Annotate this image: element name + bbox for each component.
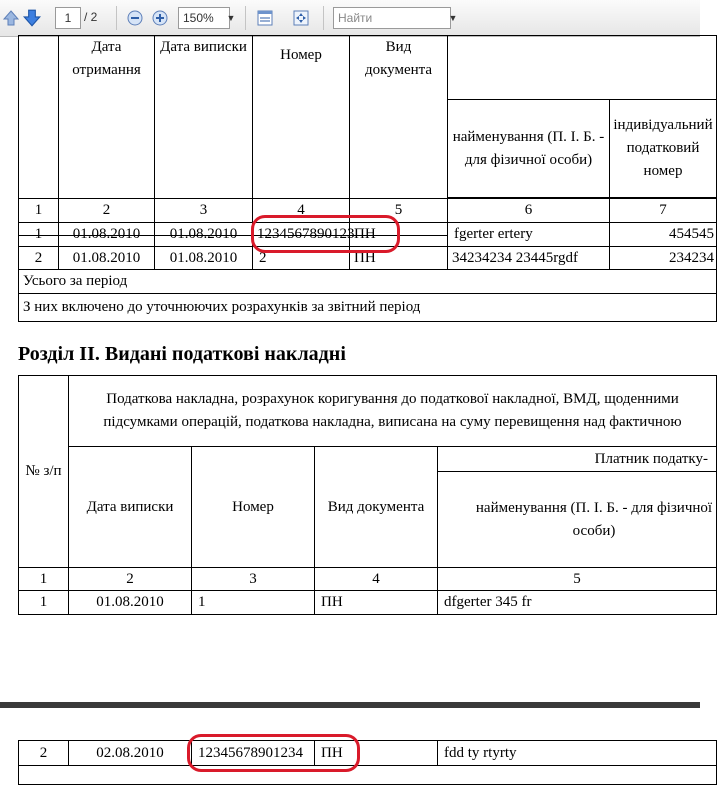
row-date-issued: 01.08.2010 bbox=[154, 246, 253, 270]
col-number: 4 bbox=[252, 198, 350, 223]
col-number: 1 bbox=[18, 198, 59, 223]
header-date-issued: Дата виписки bbox=[154, 35, 253, 236]
highlight-oval bbox=[187, 734, 360, 772]
header-name: найменування (П. І. Б. - для фізичної особи) bbox=[447, 99, 610, 198]
page-number-input[interactable]: 1 bbox=[55, 7, 81, 29]
col-number: 6 bbox=[447, 198, 610, 223]
col-number: 4 bbox=[314, 567, 438, 591]
row-number-value: 2 bbox=[252, 246, 350, 270]
row-tax: 234234 bbox=[609, 246, 717, 270]
row-doc-type: ПН bbox=[349, 222, 448, 247]
zoom-out-icon[interactable] bbox=[124, 7, 146, 29]
page-total: / 2 bbox=[84, 10, 98, 24]
header-payer: Платник податку- bbox=[437, 446, 717, 472]
section-2-title: Розділ ІІ. Видані податкові накладні bbox=[18, 343, 346, 365]
row-date-issued: 01.08.2010 bbox=[154, 222, 253, 247]
header-number: Номер bbox=[252, 35, 350, 236]
total-period-row: Усього за період bbox=[18, 269, 717, 294]
row-date-issued: 01.08.2010 bbox=[68, 590, 192, 615]
row-number: 2 bbox=[18, 246, 59, 270]
arrow-down-icon[interactable] bbox=[21, 7, 43, 29]
header-group-title: Податкова накладна, розрахунок коригування до податкової накладної, ВМД, щоденними підсумками операцій, податкова накладна, виписана на суму перевищення над фактичною bbox=[68, 375, 717, 447]
header-doc-type: Вид документа bbox=[349, 35, 448, 236]
row-doc-type: ПН bbox=[349, 246, 448, 270]
row-date-received: 01.08.2010 bbox=[58, 222, 155, 247]
col-number: 7 bbox=[609, 198, 717, 223]
header-num: № з/п bbox=[18, 375, 69, 568]
header-doc-type: Вид документа bbox=[314, 446, 438, 568]
row-number-value: 1234567890123 bbox=[252, 222, 350, 247]
col-number: 3 bbox=[154, 198, 253, 223]
row-number: 1 bbox=[18, 222, 59, 247]
zoom-level-select[interactable]: 150% bbox=[178, 7, 230, 29]
table-cell bbox=[18, 765, 717, 785]
row-date-received: 01.08.2010 bbox=[58, 246, 155, 270]
fit-page-icon[interactable] bbox=[290, 7, 312, 29]
table-cell bbox=[447, 35, 717, 99]
col-number: 1 bbox=[18, 567, 69, 591]
zoom-in-icon[interactable] bbox=[149, 7, 171, 29]
header-date-issued: Дата виписки bbox=[68, 446, 192, 568]
col-number: 5 bbox=[437, 567, 717, 591]
included-row: З них включено до уточнюючих розрахунків за звітний період bbox=[18, 293, 717, 322]
row-name: fgerter ertery bbox=[447, 222, 610, 247]
header-tax-number: індивідуальний податковий номер bbox=[609, 99, 717, 198]
chevron-down-icon[interactable]: ▼ bbox=[226, 13, 236, 23]
col-number: 2 bbox=[68, 567, 192, 591]
row-number: 2 bbox=[18, 740, 69, 766]
header-number: Номер bbox=[191, 446, 315, 568]
row-number-value: 12345678901234 bbox=[191, 740, 315, 766]
col-number: 3 bbox=[191, 567, 315, 591]
arrow-up-icon[interactable] bbox=[0, 7, 22, 29]
page-break bbox=[0, 702, 700, 708]
search-input[interactable]: Найти bbox=[333, 7, 451, 29]
pdf-toolbar bbox=[0, 0, 700, 37]
toolbar-separator bbox=[245, 6, 246, 30]
row-doc-type: ПН bbox=[314, 740, 438, 766]
row-number-value: 1 bbox=[191, 590, 315, 615]
row-doc-type: ПН bbox=[314, 590, 438, 615]
fit-width-icon[interactable] bbox=[254, 7, 276, 29]
row-tax: 454545 bbox=[609, 222, 717, 247]
row-date-issued: 02.08.2010 bbox=[68, 740, 192, 766]
highlight-oval bbox=[251, 215, 400, 253]
header-date-received: Дата отримання bbox=[58, 35, 155, 236]
header-name: найменування (П. І. Б. - для фізичної особи) bbox=[437, 471, 717, 568]
col-number: 2 bbox=[58, 198, 155, 223]
toolbar-separator bbox=[323, 6, 324, 30]
row-name: dfgerter 345 fr bbox=[437, 590, 717, 615]
row-number: 1 bbox=[18, 590, 69, 615]
chevron-down-icon[interactable]: ▼ bbox=[448, 13, 458, 23]
row-name: fdd ty rtyrty bbox=[437, 740, 717, 766]
toolbar-separator bbox=[116, 6, 117, 30]
document-view bbox=[0, 37, 714, 774]
col-number: 5 bbox=[349, 198, 448, 223]
row-name: 34234234 23445rgdf bbox=[447, 246, 610, 270]
